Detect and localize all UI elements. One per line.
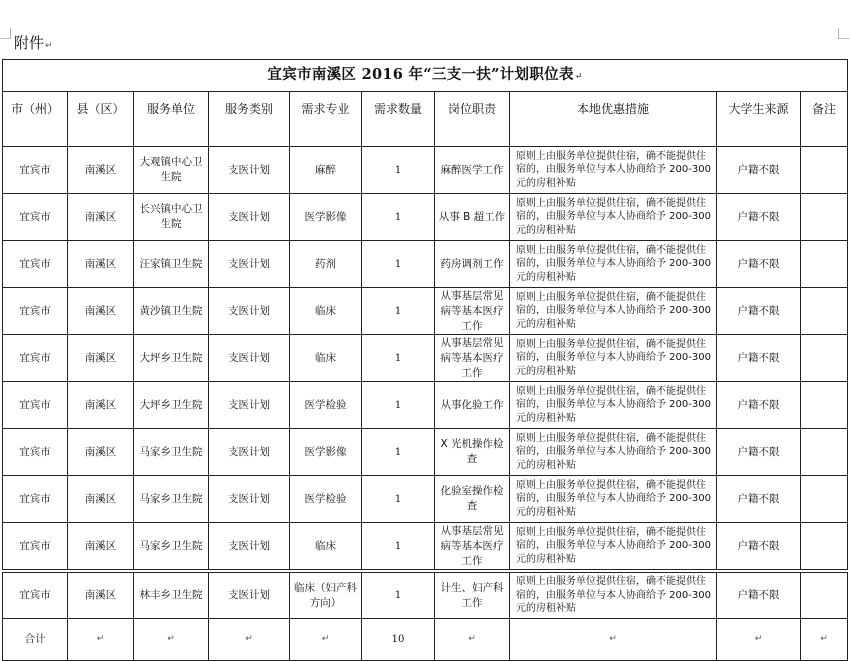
cell-measure: 原则上由服务单位提供住宿，确不能提供住宿的，由服务单位与本人协商给予 200-300 元的房租补贴 bbox=[510, 335, 717, 382]
annex-label: 附件↵ bbox=[14, 34, 53, 52]
col-header-unit: 服务单位 bbox=[134, 92, 209, 147]
cell-major: 临床 bbox=[290, 523, 362, 570]
cell-unit: 大坪乡卫生院 bbox=[134, 382, 209, 429]
total-row bbox=[3, 619, 848, 661]
cell-duty: X 光机操作检查 bbox=[435, 429, 510, 476]
cell-city: 宜宾市 bbox=[3, 573, 68, 619]
cell-major: 麻醉 bbox=[290, 147, 362, 194]
cell-category: 支医计划 bbox=[209, 382, 290, 429]
cell-category: 支医计划 bbox=[209, 476, 290, 523]
cell-unit: 黄沙镇卫生院 bbox=[134, 288, 209, 335]
cell-qty: 1 bbox=[362, 335, 435, 382]
cell-duty: 化验室操作检查 bbox=[435, 476, 510, 523]
col-header-duty: 岗位职责 bbox=[435, 92, 510, 147]
table-row bbox=[3, 194, 848, 241]
cell-source: 户籍不限 bbox=[717, 573, 801, 619]
cell-source: 户籍不限 bbox=[717, 429, 801, 476]
cell-major: 药剂 bbox=[290, 241, 362, 288]
cell-note bbox=[801, 288, 848, 335]
total-label: 合计 bbox=[3, 619, 68, 661]
cell-qty: 1 bbox=[362, 523, 435, 570]
cell-county: 南溪区 bbox=[68, 335, 134, 382]
cell-major: 临床 bbox=[290, 288, 362, 335]
col-header-qty: 需求数量 bbox=[362, 92, 435, 147]
cell-qty: 1 bbox=[362, 194, 435, 241]
cell-source: 户籍不限 bbox=[717, 241, 801, 288]
cell-city: 宜宾市 bbox=[3, 241, 68, 288]
cell-qty: 1 bbox=[362, 382, 435, 429]
cell-county: 南溪区 bbox=[68, 194, 134, 241]
cell-county: 南溪区 bbox=[68, 147, 134, 194]
table-row bbox=[3, 288, 848, 335]
cell-note bbox=[801, 335, 848, 382]
cell-category: 支医计划 bbox=[209, 194, 290, 241]
position-table bbox=[2, 59, 848, 661]
cell-empty: ↵ bbox=[68, 619, 134, 661]
cell-source: 户籍不限 bbox=[717, 476, 801, 523]
cell-city: 宜宾市 bbox=[3, 523, 68, 570]
cell-qty: 1 bbox=[362, 288, 435, 335]
cell-empty: ↵ bbox=[717, 619, 801, 661]
cell-duty: 从事化验工作 bbox=[435, 382, 510, 429]
cell-major: 医学检验 bbox=[290, 382, 362, 429]
cell-note bbox=[801, 429, 848, 476]
cell-city: 宜宾市 bbox=[3, 335, 68, 382]
cell-county: 南溪区 bbox=[68, 288, 134, 335]
cell-unit: 大坪乡卫生院 bbox=[134, 335, 209, 382]
col-header-city: 市（州） bbox=[3, 92, 68, 147]
col-header-source: 大学生来源 bbox=[717, 92, 801, 147]
table-row bbox=[3, 241, 848, 288]
cell-category: 支医计划 bbox=[209, 523, 290, 570]
total-qty: 10 bbox=[362, 619, 435, 661]
cell-measure: 原则上由服务单位提供住宿，确不能提供住宿的，由服务单位与本人协商给予 200-300 元的房租补贴 bbox=[510, 288, 717, 335]
cell-category: 支医计划 bbox=[209, 241, 290, 288]
cell-measure: 原则上由服务单位提供住宿，确不能提供住宿的，由服务单位与本人协商给予 200-300 元的房租补贴 bbox=[510, 429, 717, 476]
cell-county: 南溪区 bbox=[68, 382, 134, 429]
table-row bbox=[3, 523, 848, 570]
crop-mark-top-right bbox=[838, 28, 849, 39]
header-row bbox=[3, 92, 848, 147]
table-row bbox=[3, 573, 848, 619]
cell-unit: 大观镇中心卫生院 bbox=[134, 147, 209, 194]
cell-duty: 计生、妇产科工作 bbox=[435, 573, 510, 619]
cell-duty: 药房调剂工作 bbox=[435, 241, 510, 288]
crop-mark-top-left bbox=[0, 28, 11, 39]
cell-category: 支医计划 bbox=[209, 147, 290, 194]
cell-major: 医学影像 bbox=[290, 194, 362, 241]
cell-county: 南溪区 bbox=[68, 429, 134, 476]
cell-county: 南溪区 bbox=[68, 476, 134, 523]
cell-major: 临床 bbox=[290, 335, 362, 382]
cell-note bbox=[801, 476, 848, 523]
cell-unit: 长兴镇中心卫生院 bbox=[134, 194, 209, 241]
cell-category: 支医计划 bbox=[209, 573, 290, 619]
cell-major: 临床（妇产科方向） bbox=[290, 573, 362, 619]
cell-note bbox=[801, 241, 848, 288]
table-row bbox=[3, 476, 848, 523]
cell-city: 宜宾市 bbox=[3, 382, 68, 429]
cell-county: 南溪区 bbox=[68, 523, 134, 570]
cell-note bbox=[801, 147, 848, 194]
cell-unit: 马家乡卫生院 bbox=[134, 523, 209, 570]
col-header-category: 服务类别 bbox=[209, 92, 290, 147]
cell-measure: 原则上由服务单位提供住宿，确不能提供住宿的，由服务单位与本人协商给予 200-300 元的房租补贴 bbox=[510, 523, 717, 570]
cell-unit: 马家乡卫生院 bbox=[134, 429, 209, 476]
cell-duty: 从事基层常见病等基本医疗工作 bbox=[435, 288, 510, 335]
cell-county: 南溪区 bbox=[68, 241, 134, 288]
cell-measure: 原则上由服务单位提供住宿，确不能提供住宿的，由服务单位与本人协商给予 200-300 元的房租补贴 bbox=[510, 147, 717, 194]
cell-empty: ↵ bbox=[209, 619, 290, 661]
cell-measure: 原则上由服务单位提供住宿，确不能提供住宿的，由服务单位与本人协商给予 200-300 元的房租补贴 bbox=[510, 476, 717, 523]
table-title: 宜宾市南溪区 2016 年“三支一扶”计划职位表↵ bbox=[3, 60, 848, 92]
table-row bbox=[3, 429, 848, 476]
cell-duty: 麻醉医学工作 bbox=[435, 147, 510, 194]
cell-qty: 1 bbox=[362, 476, 435, 523]
cell-source: 户籍不限 bbox=[717, 523, 801, 570]
cell-city: 宜宾市 bbox=[3, 147, 68, 194]
cell-empty: ↵ bbox=[801, 619, 848, 661]
cell-qty: 1 bbox=[362, 241, 435, 288]
cell-city: 宜宾市 bbox=[3, 194, 68, 241]
cell-major: 医学检验 bbox=[290, 476, 362, 523]
cell-note bbox=[801, 382, 848, 429]
col-header-note: 备注 bbox=[801, 92, 848, 147]
cell-note bbox=[801, 573, 848, 619]
cell-unit: 汪家镇卫生院 bbox=[134, 241, 209, 288]
cell-measure: 原则上由服务单位提供住宿，确不能提供住宿的，由服务单位与本人协商给予 200-300 元的房租补贴 bbox=[510, 241, 717, 288]
cell-measure: 原则上由服务单位提供住宿，确不能提供住宿的，由服务单位与本人协商给予 200-300 元的房租补贴 bbox=[510, 573, 717, 619]
cell-source: 户籍不限 bbox=[717, 194, 801, 241]
table-row bbox=[3, 382, 848, 429]
cell-note bbox=[801, 194, 848, 241]
cell-qty: 1 bbox=[362, 573, 435, 619]
cell-source: 户籍不限 bbox=[717, 147, 801, 194]
table-row bbox=[3, 147, 848, 194]
cell-unit: 林丰乡卫生院 bbox=[134, 573, 209, 619]
cell-empty: ↵ bbox=[134, 619, 209, 661]
cell-source: 户籍不限 bbox=[717, 288, 801, 335]
cell-duty: 从事 B 超工作 bbox=[435, 194, 510, 241]
cell-category: 支医计划 bbox=[209, 429, 290, 476]
cell-duty: 从事基层常见病等基本医疗工作 bbox=[435, 523, 510, 570]
col-header-measure: 本地优惠措施 bbox=[510, 92, 717, 147]
cell-category: 支医计划 bbox=[209, 335, 290, 382]
cell-duty: 从事基层常见病等基本医疗工作 bbox=[435, 335, 510, 382]
cell-city: 宜宾市 bbox=[3, 476, 68, 523]
cell-note bbox=[801, 523, 848, 570]
cell-city: 宜宾市 bbox=[3, 429, 68, 476]
cell-source: 户籍不限 bbox=[717, 382, 801, 429]
cell-county: 南溪区 bbox=[68, 573, 134, 619]
cell-empty: ↵ bbox=[435, 619, 510, 661]
cell-measure: 原则上由服务单位提供住宿，确不能提供住宿的，由服务单位与本人协商给予 200-300 元的房租补贴 bbox=[510, 194, 717, 241]
cell-city: 宜宾市 bbox=[3, 288, 68, 335]
cell-empty: ↵ bbox=[290, 619, 362, 661]
cell-source: 户籍不限 bbox=[717, 335, 801, 382]
cell-major: 医学影像 bbox=[290, 429, 362, 476]
cell-qty: 1 bbox=[362, 429, 435, 476]
cell-category: 支医计划 bbox=[209, 288, 290, 335]
cell-measure: 原则上由服务单位提供住宿，确不能提供住宿的，由服务单位与本人协商给予 200-300 元的房租补贴 bbox=[510, 382, 717, 429]
table-row bbox=[3, 335, 848, 382]
cell-unit: 马家乡卫生院 bbox=[134, 476, 209, 523]
col-header-county: 县（区） bbox=[68, 92, 134, 147]
col-header-major: 需求专业 bbox=[290, 92, 362, 147]
cell-empty: ↵ bbox=[510, 619, 717, 661]
cell-qty: 1 bbox=[362, 147, 435, 194]
